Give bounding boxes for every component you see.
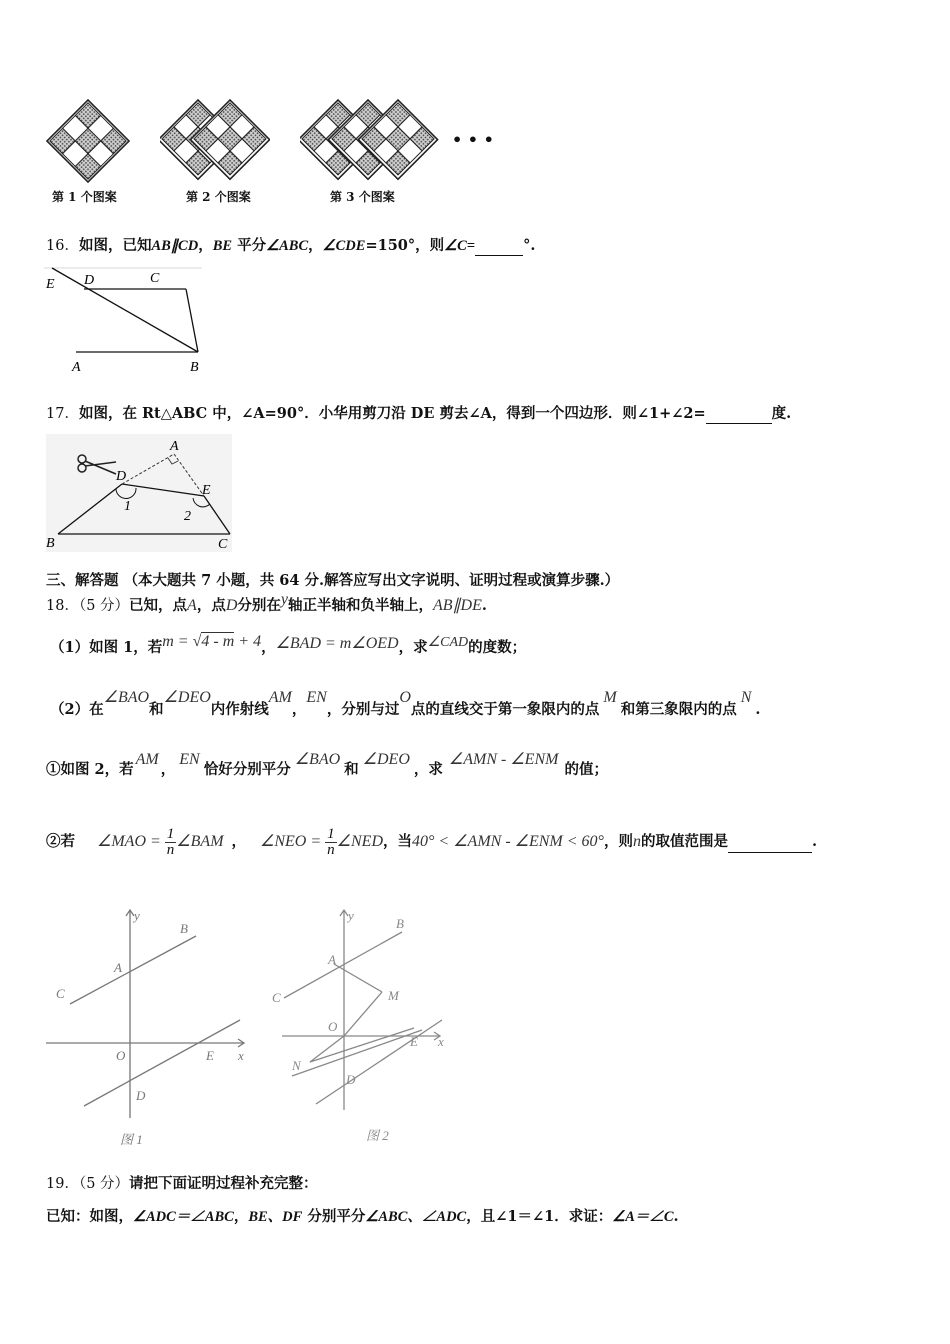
q18-figure-1 [44,900,254,1150]
fig2-caption: 图 2 [366,1128,389,1143]
q18-c2-dot: . [811,833,818,850]
fig2-label-o: O [328,1019,338,1034]
q18-p2-deo: ∠DEO [163,689,211,706]
q18-p1-angle: ∠BAD = m∠OED [275,635,399,652]
q18-p2-n: N [740,689,752,706]
q18-c1-ask: ，求 [413,761,443,778]
q18-score: （5 分） [78,598,130,614]
q18-c1-text: 恰好分别平分 [203,761,291,778]
fig1-label-b: B [180,921,188,936]
q17-label-c: C [218,537,228,552]
q18-c1-am: AM [135,751,159,768]
q16-figure [44,264,206,376]
fig2-label-a: A [328,952,336,967]
q18-c1-end: 的值； [564,761,608,778]
q18-c2-frac2 [325,827,337,858]
pattern-caption-2: 第 2 个图案 [186,190,251,204]
q16-text-a: 如图，已知 [78,237,152,254]
fig1-label-o: O [116,1048,126,1063]
q18-intro-c: 分别在 [237,597,281,614]
q19-end: . [673,1208,679,1225]
q18-answer-blank[interactable] [728,832,812,853]
q18-c1-deo: ∠DEO [362,751,410,768]
q19-abc-adc: ∠ABC、∠ADC [365,1209,467,1225]
fig2-label-e: E [410,1034,418,1049]
q18-figure-2 [262,900,462,1150]
q18-case1 [46,751,608,780]
q18-point-d: D [225,597,238,614]
q18-p1-cad: ∠CAD [427,635,469,650]
q18-p2-end: . [755,701,761,718]
q18-c2-ned: ∠NED [336,833,383,850]
q17-label-1: 1 [124,499,131,514]
pattern-figure-3 [300,98,440,184]
q18-part2 [50,689,761,720]
fig2-label-b: B [396,916,404,931]
q17-text: 如图，在 Rt△ABC 中，∠A=90°．小华用剪刀沿 DE 剪去∠A，得到一个四边形．则∠1+∠2= [78,405,706,422]
q18-c2-frac2-den: n [327,841,335,858]
q18-p2-o: O [399,689,411,706]
q18-c2-frac1-num: 1 [166,825,175,842]
q16-label-e: E [46,277,55,292]
q16-abc: ∠ABC [266,238,309,254]
q16-label-c: C [150,271,160,286]
section-3-note: （本大题共 7 小题，共 64 分.解答应写出文字说明、证明过程或演算步骤.） [123,572,620,589]
q19-number: 19． [46,1176,79,1192]
q18-intro [46,591,487,616]
fig1-label-y: y [134,908,140,923]
q18-p2-and: 和 [149,701,164,718]
fig2-label-n: N [292,1058,301,1073]
q18-p2-am: AM [268,689,292,706]
q18-point-a: A [187,597,197,614]
pattern-figure-1 [45,98,131,184]
fig2-label-d: D [346,1072,356,1087]
q18-p2-text: ，分别与过 [326,701,400,718]
q16-text-c: =150°，则 [365,237,445,254]
fig2-label-y: y [348,908,354,923]
q18-c2-neo: ∠NEO = [260,833,326,850]
q17-label-e: E [202,483,211,498]
q19-given [46,1207,679,1227]
q16-question [46,235,535,256]
fig2-label-c: C [272,990,281,1005]
q16-label-d: D [84,273,95,288]
q18-c2-frac1 [165,827,177,858]
q17-question [46,403,791,424]
q18-c2-n: n [632,833,641,850]
q19-given-a: 已知：如图， [46,1208,133,1225]
q18-c2-frac2-num: 1 [327,825,335,842]
q17-answer-blank[interactable] [706,403,772,424]
q18-number: 18． [46,598,79,614]
pattern-ellipsis: • • • [452,130,494,149]
fig1-caption: 图 1 [120,1132,143,1147]
q17-number: 17． [46,406,79,422]
q16-c-eq: ∠C= [444,238,476,254]
fig1-label-d: D [136,1088,146,1103]
q18-p1-radicand: 4 - m [201,633,235,650]
q18-case2 [46,822,817,862]
q16-comma2: ， [308,237,323,254]
q16-tail: °. [523,237,536,254]
q18-p1-ask: ，求 [398,639,428,656]
q18-intro-b: ，点 [196,597,226,614]
q18-c1-and: 和 [344,761,359,778]
q18-c2-then: ，则 [603,833,633,850]
q18-p1-sqrt: √4 - m [192,633,235,650]
q18-p2-bao: ∠BAO [103,689,150,706]
q16-be: BE [212,238,233,254]
q16-cde: ∠CDE [322,238,366,254]
q17-tail: 度. [771,405,792,422]
q19-given-c: ，且∠1＝∠1．求证： [466,1208,613,1225]
q18-c2-comma: ， [231,833,247,850]
q19-given-b: 分别平分 [302,1208,366,1225]
q18-p1-m: m = [162,633,193,650]
section-3-title: 三、解答题 [46,572,119,589]
q16-text-b: 平分 [232,237,267,254]
q18-p1-plus: + 4 [234,633,262,650]
pattern-caption-1: 第 1 个图案 [52,190,117,204]
pattern-caption-3: 第 3 个图案 [330,190,395,204]
q18-intro-e: . [481,597,487,614]
q18-p1-end: 的度数； [468,639,527,656]
q18-p2-ray: 内作射线 [210,701,269,718]
q16-ab-cd: AB∥CD [151,238,199,254]
q18-intro-a: 已知，点 [129,597,188,614]
q18-ab-de: AB∥DE [433,597,482,614]
q16-label-b: B [190,360,199,375]
fig1-label-c: C [56,986,65,1001]
q19-text: 请把下面证明过程补充完整： [129,1175,318,1192]
q16-label-a: A [72,360,81,375]
q18-c2-range: 40° < ∠AMN - ∠ENM < 60° [412,833,604,850]
pattern-figure-2 [160,98,270,184]
q18-p2-en: EN [306,689,327,706]
q18-part1 [50,633,527,659]
q18-c2-when: ，当 [383,833,412,850]
q18-y-axis: y [280,591,288,608]
q16-answer-blank[interactable] [475,235,523,256]
q19-a-c: ∠A＝∠C [612,1209,674,1225]
q18-c1-label: ①如图 2，若 [46,761,134,778]
q16-number: 16． [46,238,79,254]
q18-c2-label: ②若 [46,833,75,850]
q18-p2-text3: 和第三象限内的点 [620,701,737,718]
q18-c1-en: EN [179,751,200,768]
q19-be-df: BE、DF [248,1209,303,1225]
q18-c1-bao: ∠BAO [294,751,341,768]
q18-intro-d: 轴正半轴和负半轴上， [288,597,433,614]
q18-c2-mao: ∠MAO = [97,833,165,850]
fig1-label-e: E [206,1048,214,1063]
fig1-label-x: x [238,1048,244,1063]
q18-c2-bam: ∠BAM [176,833,224,850]
q17-label-b: B [46,536,55,551]
q18-c2-end: 的取值范围是 [640,833,728,850]
fig2-label-m: M [388,988,399,1003]
q18-c2-frac1-den: n [166,841,175,858]
q17-figure [46,434,232,552]
q19-question [46,1174,318,1194]
q17-label-a: A [170,439,179,454]
fig1-label-a: A [114,960,122,975]
q18-p2-text2: 点的直线交于第一象限内的点 [410,701,600,718]
q18-p1-comma: ， [261,639,276,656]
section-3-heading [46,571,619,591]
fig2-label-x: x [438,1034,444,1049]
q19-adc-abc: ∠ADC＝∠ABC [133,1209,234,1225]
q17-label-2: 2 [184,509,191,524]
q18-p2-m: M [603,689,617,706]
q18-p2-label: （2）在 [50,701,104,718]
q16-comma1: ， [198,237,213,254]
q19-comma: ， [233,1208,249,1225]
q19-score: （5 分） [78,1176,130,1192]
q17-label-d: D [116,469,127,484]
q18-c1-expr: ∠AMN - ∠ENM [448,751,559,768]
q18-c1-comma: ， [160,761,176,778]
q18-p2-comma: ， [291,701,307,718]
q18-p1-label: （1）如图 1，若 [50,639,163,656]
